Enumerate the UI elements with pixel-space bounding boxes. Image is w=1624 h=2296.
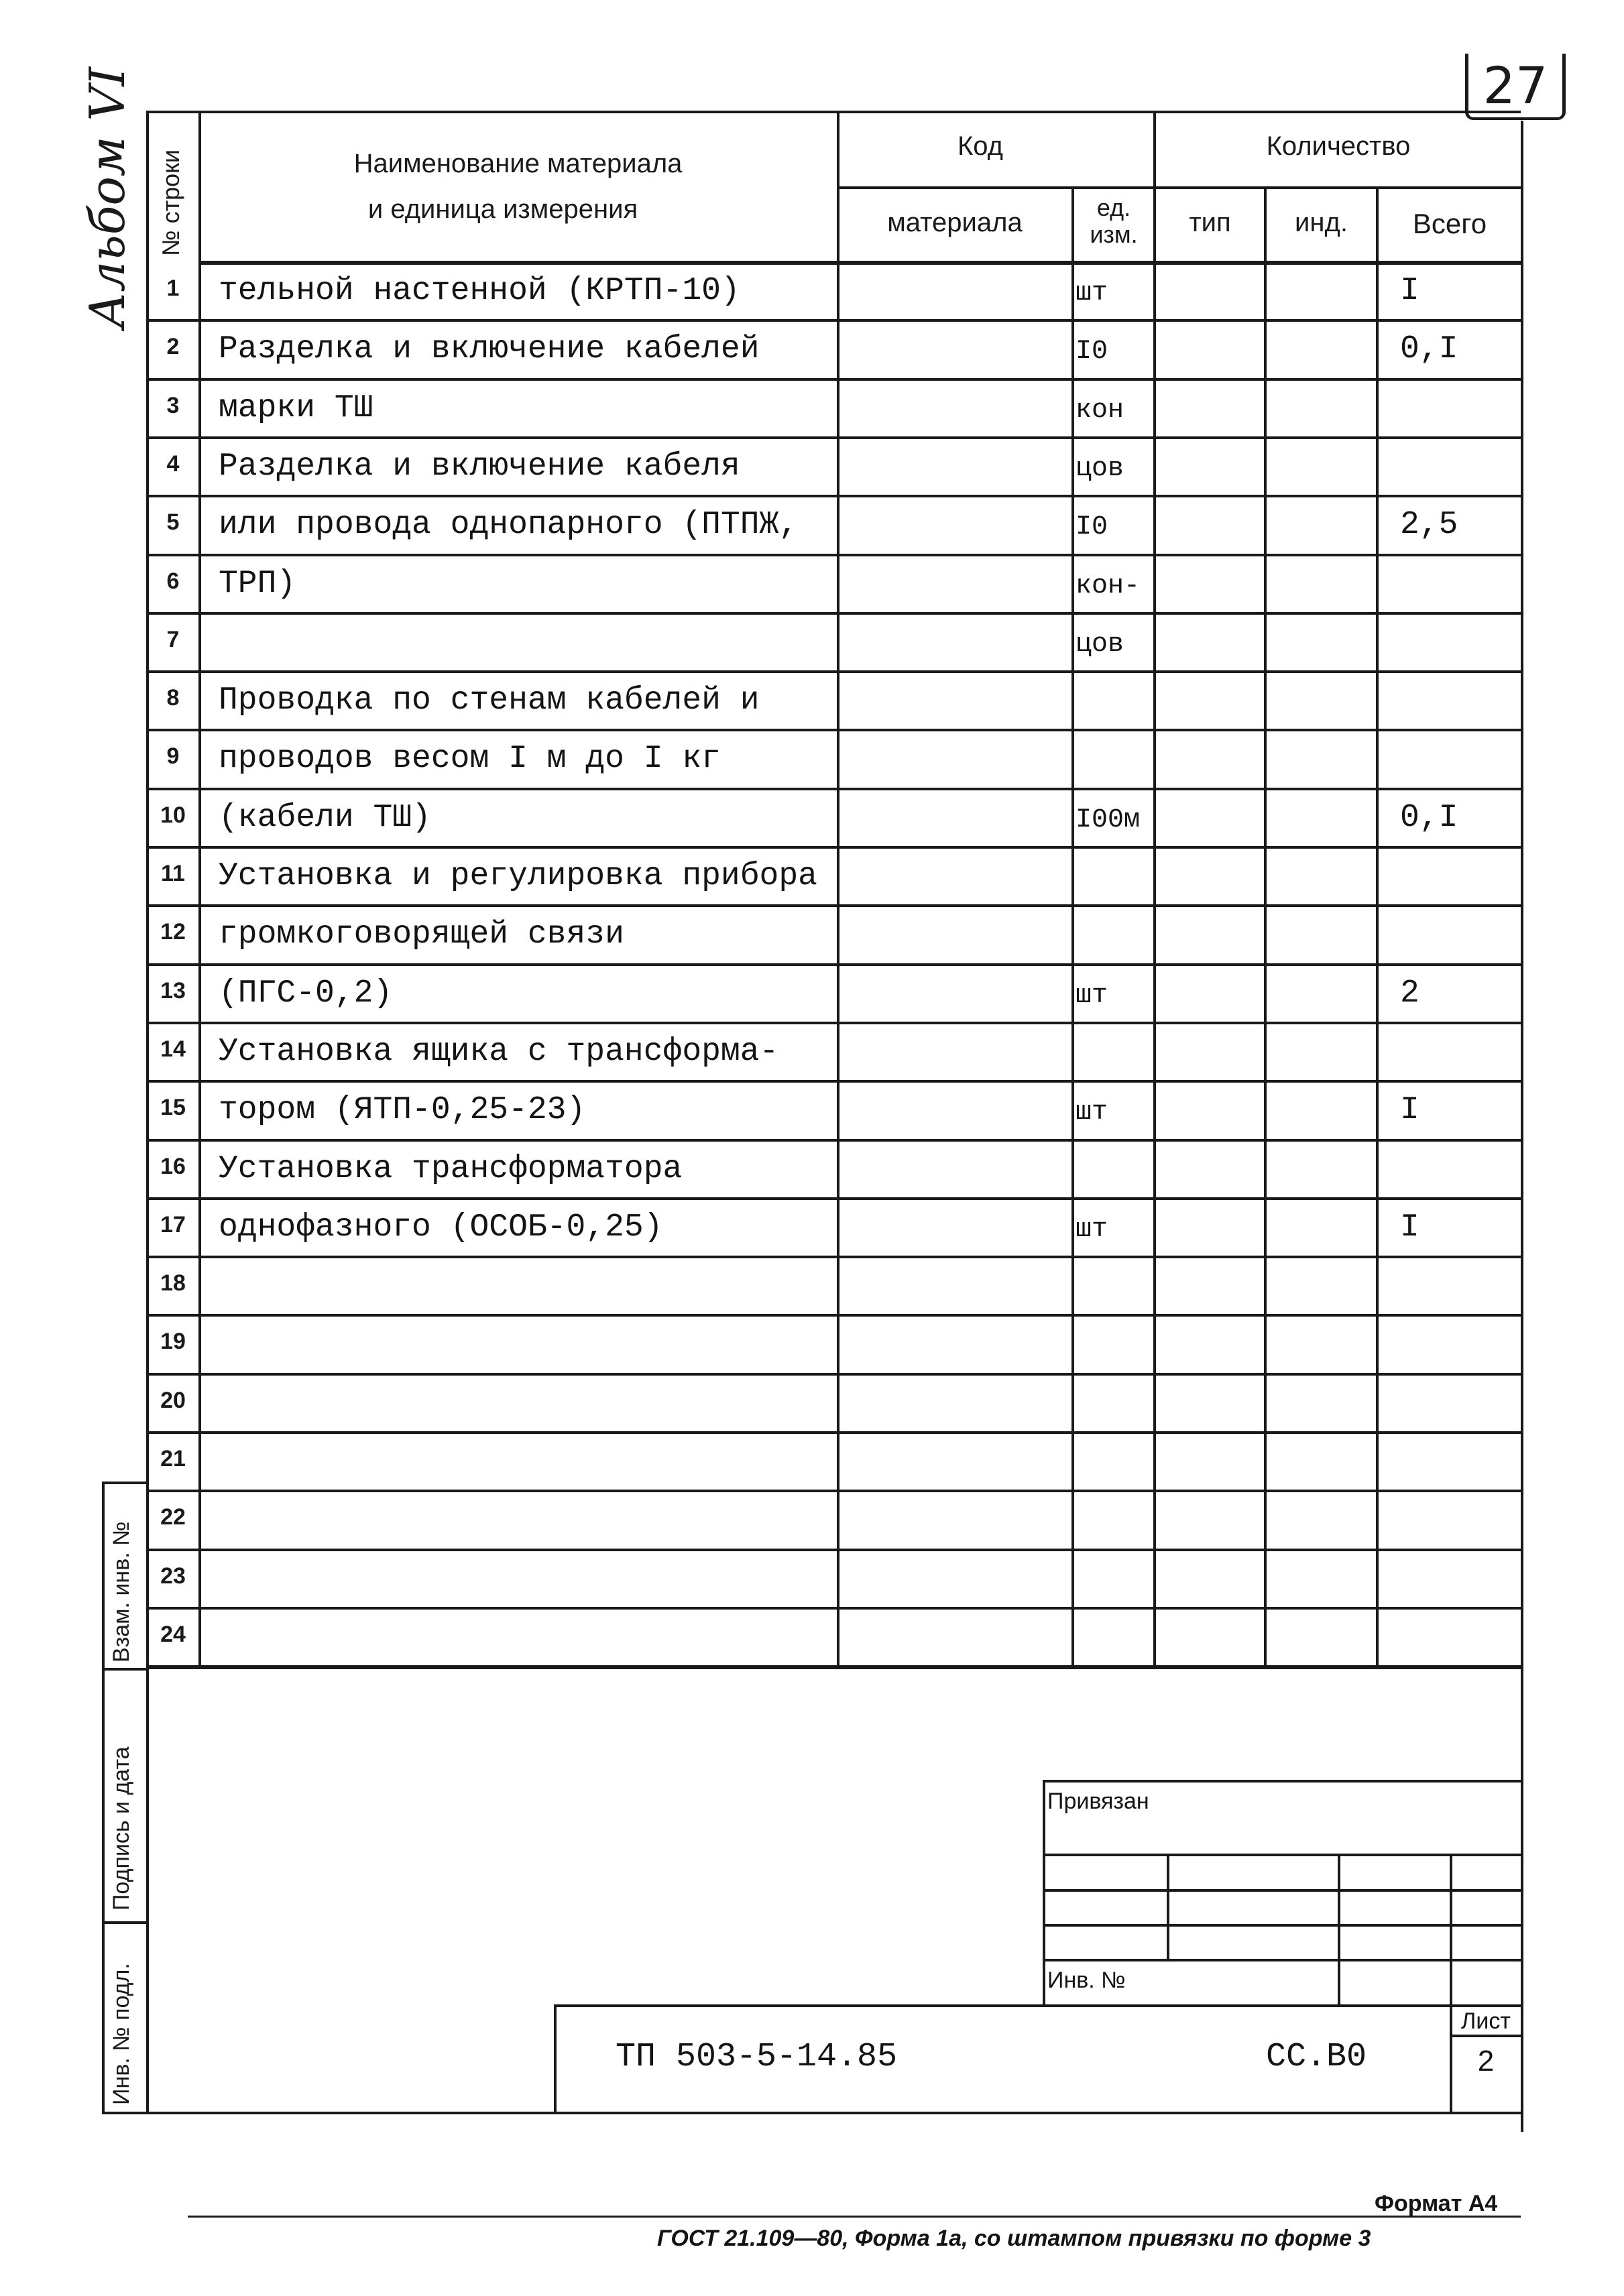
row-separator: [146, 729, 1521, 731]
row-number: 4: [166, 450, 180, 477]
row-number: 18: [160, 1270, 186, 1296]
row-material-name: (кабели ТШ): [219, 799, 431, 836]
row-unit: шт: [1076, 1097, 1108, 1128]
header-code-material: материала: [887, 208, 1023, 237]
row-number: 1: [166, 276, 180, 301]
row-material-name: или провода однопарного (ПТПЖ,: [219, 507, 799, 544]
row-separator: [146, 1139, 1521, 1142]
row-number: 19: [160, 1329, 186, 1355]
header-qty-type: тип: [1189, 208, 1231, 237]
row-total: I: [1400, 273, 1419, 309]
row-material-name: проводов весом I м до I кг: [219, 741, 721, 778]
side-strip-sep1: [102, 1668, 146, 1671]
doc-code: ТП 503-5-14.85: [616, 2038, 898, 2076]
row-total: 2: [1400, 975, 1419, 1012]
row-separator: [146, 1080, 1521, 1083]
row-total: 2,5: [1400, 507, 1458, 544]
row-separator: [146, 1490, 1521, 1492]
stamp-col1: [1167, 1854, 1169, 1959]
row-separator: [146, 1431, 1521, 1434]
row-material-name: громкоговорящей связи: [219, 916, 624, 953]
row-separator: [146, 963, 1521, 966]
row-separator: [146, 670, 1521, 673]
doc-section: СС.В0: [1266, 2038, 1367, 2076]
row-separator: [146, 1665, 1521, 1669]
header-quantity: Количество: [1266, 131, 1411, 161]
row-number: 20: [160, 1387, 186, 1413]
row-separator: [146, 378, 1521, 381]
row-separator: [146, 319, 1521, 322]
stamp-col2: [1338, 1854, 1340, 2004]
list-sep: [1450, 2035, 1521, 2037]
footer-format: Формат А4: [1375, 2191, 1498, 2216]
header-qty-ind: инд.: [1295, 208, 1348, 237]
side-strip-top: [102, 1482, 146, 1484]
row-separator: [146, 436, 1521, 439]
row-separator: [146, 846, 1521, 849]
row-material-name: Установка ящика с трансформа-: [219, 1033, 779, 1070]
row-material-name: Установка трансформатора: [219, 1150, 683, 1187]
list-value: 2: [1477, 2045, 1495, 2077]
stamp-privyazan: Привязан: [1047, 1789, 1149, 1814]
row-unit: кон-: [1076, 570, 1141, 601]
side-label-inv-podl: Инв. № подл.: [109, 1963, 134, 2105]
side-strip-left: [102, 1482, 105, 2112]
row-number: 17: [160, 1211, 186, 1237]
row-material-name: тельной настенной (КРТП-10): [219, 273, 740, 309]
row-unit: шт: [1076, 278, 1108, 308]
side-strip-sep2: [102, 1921, 146, 1924]
row-number: 5: [166, 509, 180, 536]
row-number: 6: [166, 568, 180, 594]
row-material-name: марки ТШ: [219, 389, 373, 426]
row-number: 12: [160, 919, 186, 945]
side-label-podpis: Подпись и дата: [109, 1746, 134, 1911]
row-separator: [146, 1549, 1521, 1551]
stamp-inv-no: Инв. №: [1047, 1968, 1126, 1993]
row-material-name: Установка и регулировка прибора: [219, 858, 817, 894]
row-unit: I0: [1076, 337, 1108, 367]
row-separator: [146, 1197, 1521, 1200]
row-separator: [146, 1022, 1521, 1024]
footer-gost: ГОСТ 21.109—80, Форма 1а, со штампом привязки по форме 3: [657, 2226, 1371, 2251]
row-number: 11: [161, 861, 185, 886]
row-number: 9: [166, 743, 180, 770]
row-material-name: (ПГС-0,2): [219, 975, 393, 1012]
stamp-top: [1043, 1780, 1521, 1783]
row-material-name: Разделка и включение кабеля: [219, 448, 740, 485]
row-separator: [146, 1373, 1521, 1376]
header-name-line1: Наименование материала: [353, 149, 683, 178]
list-label: Лист: [1461, 2008, 1511, 2034]
row-material-name: ТРП): [219, 565, 296, 602]
title-top: [554, 2004, 1521, 2007]
row-material-name: Проводка по стенам кабелей и: [219, 682, 760, 719]
row-number: 23: [160, 1563, 186, 1589]
header-code-unit: ед. изм.: [1090, 194, 1138, 248]
row-unit: I00м: [1076, 804, 1141, 835]
header-row-no: № строки: [157, 149, 184, 256]
header-qty-total: Всего: [1412, 208, 1487, 239]
row-number: 14: [160, 1036, 186, 1062]
side-label-vzam: Взам. инв. №: [109, 1521, 134, 1663]
row-unit: цов: [1076, 629, 1124, 660]
row-unit: кон: [1076, 395, 1124, 426]
row-unit: I0: [1076, 512, 1108, 543]
row-number: 16: [160, 1153, 186, 1179]
row-number: 7: [166, 626, 180, 652]
row-number: 10: [160, 802, 186, 828]
row-total: 0,I: [1400, 331, 1458, 368]
row-unit: цов: [1076, 453, 1124, 484]
row-separator: [146, 612, 1521, 615]
row-separator: [146, 788, 1521, 790]
row-separator: [146, 904, 1521, 907]
row-unit: шт: [1076, 980, 1108, 1011]
row-separator: [146, 1256, 1521, 1258]
row-separator: [146, 1314, 1521, 1317]
row-number: 2: [166, 334, 180, 360]
row-material-name: однофазного (ОСОБ-0,25): [219, 1209, 663, 1246]
row-number: 13: [160, 977, 186, 1004]
header-code: Код: [957, 131, 1003, 161]
row-number: 22: [160, 1504, 186, 1530]
row-number: 15: [160, 1095, 186, 1121]
sheet-number-text: 27: [1483, 56, 1548, 115]
row-material-name: тором (ЯТП-0,25-23): [219, 1092, 586, 1129]
side-strip-bottom: [102, 2112, 1521, 2114]
row-total: I: [1400, 1092, 1419, 1129]
row-unit: шт: [1076, 1214, 1108, 1245]
row-number: 3: [166, 392, 180, 418]
row-number: 8: [166, 685, 180, 711]
row-separator: [146, 495, 1521, 497]
row-number: 24: [160, 1621, 186, 1647]
row-number: 21: [160, 1446, 186, 1471]
row-total: 0,I: [1400, 799, 1458, 836]
row-total: I: [1400, 1209, 1419, 1246]
row-separator: [146, 554, 1521, 556]
title-left: [554, 2004, 557, 2112]
header-name-line2: и единица измерения: [367, 194, 638, 224]
album-label: Альбом VI: [79, 67, 135, 328]
row-separator: [146, 1607, 1521, 1610]
row-material-name: Разделка и включение кабелей: [219, 331, 760, 368]
stamp-left: [1043, 1780, 1045, 2004]
footer-line: [188, 2216, 1521, 2218]
